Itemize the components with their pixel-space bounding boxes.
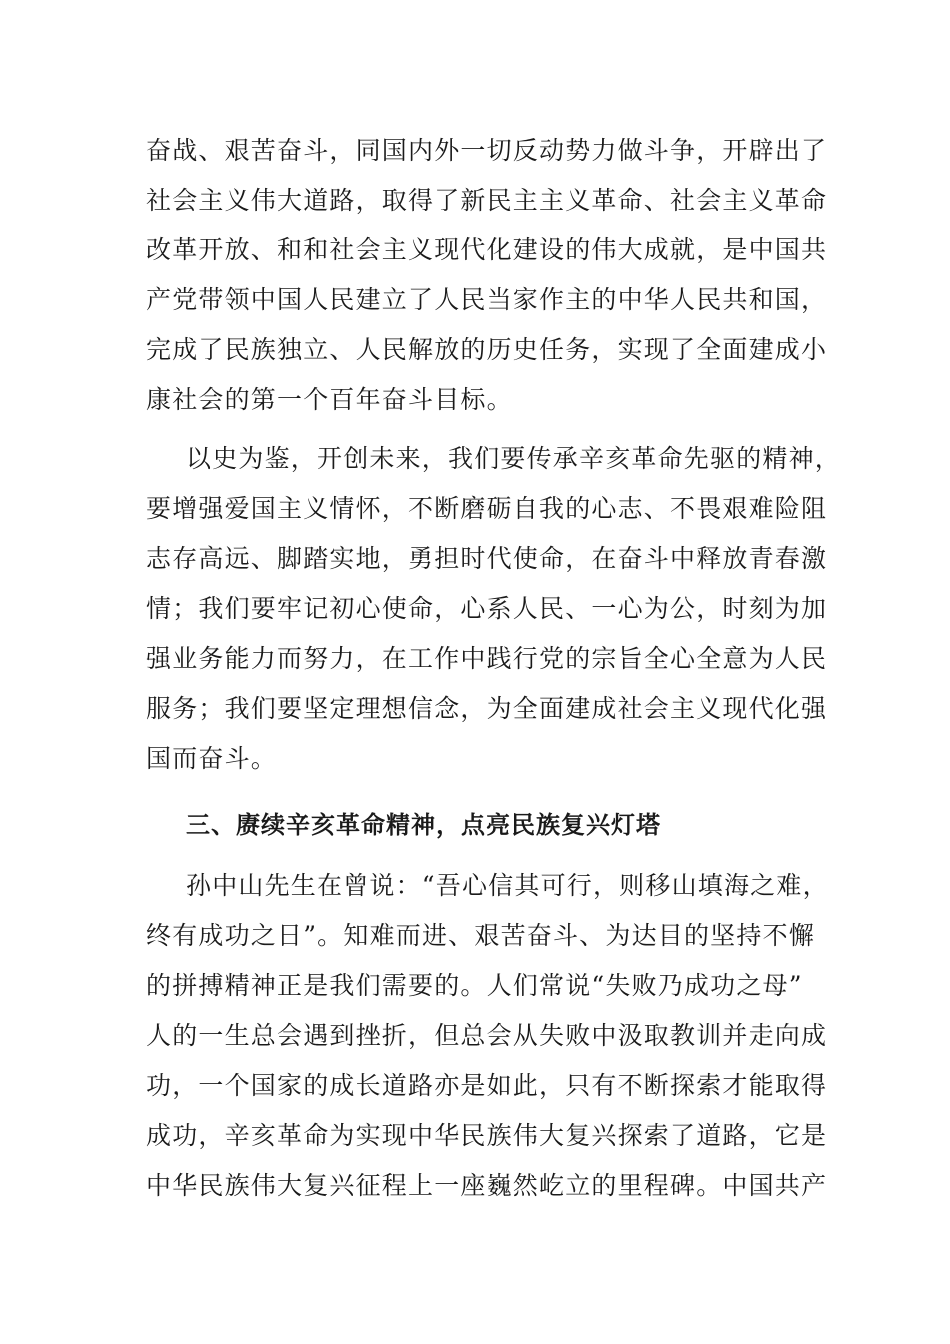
paragraph-1-line-6: 康社会的第一个百年奋斗目标。 — [146, 385, 513, 414]
paragraph-1-line-3: 改革开放、和和社会主义现代化建设的伟大成就，是中国共 — [146, 235, 828, 264]
paragraph-2-line-1: 以史为鉴，开创未来，我们要传承辛亥革命先驱的精神， — [186, 444, 842, 473]
paragraph-2-line-5: 强业务能力而努力，在工作中践行党的宗旨全心全意为人民 — [146, 644, 828, 673]
paragraph-2-line-4: 情；我们要牢记初心使命，心系人民、一心为公，时刻为加 — [146, 594, 828, 623]
paragraph-3-line-3: 的拼搏精神正是我们需要的。人们常说“失败乃成功之母” — [146, 971, 803, 1000]
paragraph-3-line-2: 终有成功之日”。知难而进、艰苦奋斗、为达目的坚持不懈 — [146, 921, 815, 950]
paragraph-2-line-3: 志存高远、脚踏实地，勇担时代使命，在奋斗中释放青春激 — [146, 544, 828, 573]
paragraph-3-line-5: 功，一个国家的成长道路亦是如此，只有不断探索才能取得 — [146, 1071, 828, 1100]
paragraph-3-line-7: 中华民族伟大复兴征程上一座巍然屹立的里程碑。中国共产 — [146, 1171, 828, 1200]
paragraph-3-line-6: 成功，辛亥革命为实现中华民族伟大复兴探索了道路，它是 — [146, 1121, 828, 1150]
paragraph-1-line-1: 奋战、艰苦奋斗，同国内外一切反动势力做斗争，开辟出了 — [146, 136, 828, 165]
paragraph-2-line-7: 国而奋斗。 — [146, 744, 278, 773]
paragraph-2-line-2: 要增强爱国主义情怀，不断磨砺自我的心志、不畏艰难险阻 — [146, 494, 828, 523]
section-heading-3: 三、赓续辛亥革命精神，点亮民族复兴灯塔 — [186, 811, 661, 839]
paragraph-1-line-5: 完成了民族独立、人民解放的历史任务，实现了全面建成小 — [146, 335, 828, 364]
paragraph-3-line-4: 人的一生总会遇到挫折，但总会从失败中汲取教训并走向成 — [146, 1021, 828, 1050]
paragraph-2-line-6: 服务；我们要坚定理想信念，为全面建成社会主义现代化强 — [146, 694, 828, 723]
paragraph-3-line-1: 孙中山先生在曾说：“吾心信其可行，则移山填海之难， — [186, 871, 829, 900]
paragraph-1-line-2: 社会主义伟大道路，取得了新民主主义革命、社会主义革命 — [146, 186, 828, 215]
paragraph-1-line-4: 产党带领中国人民建立了人民当家作主的中华人民共和国， — [146, 285, 828, 314]
